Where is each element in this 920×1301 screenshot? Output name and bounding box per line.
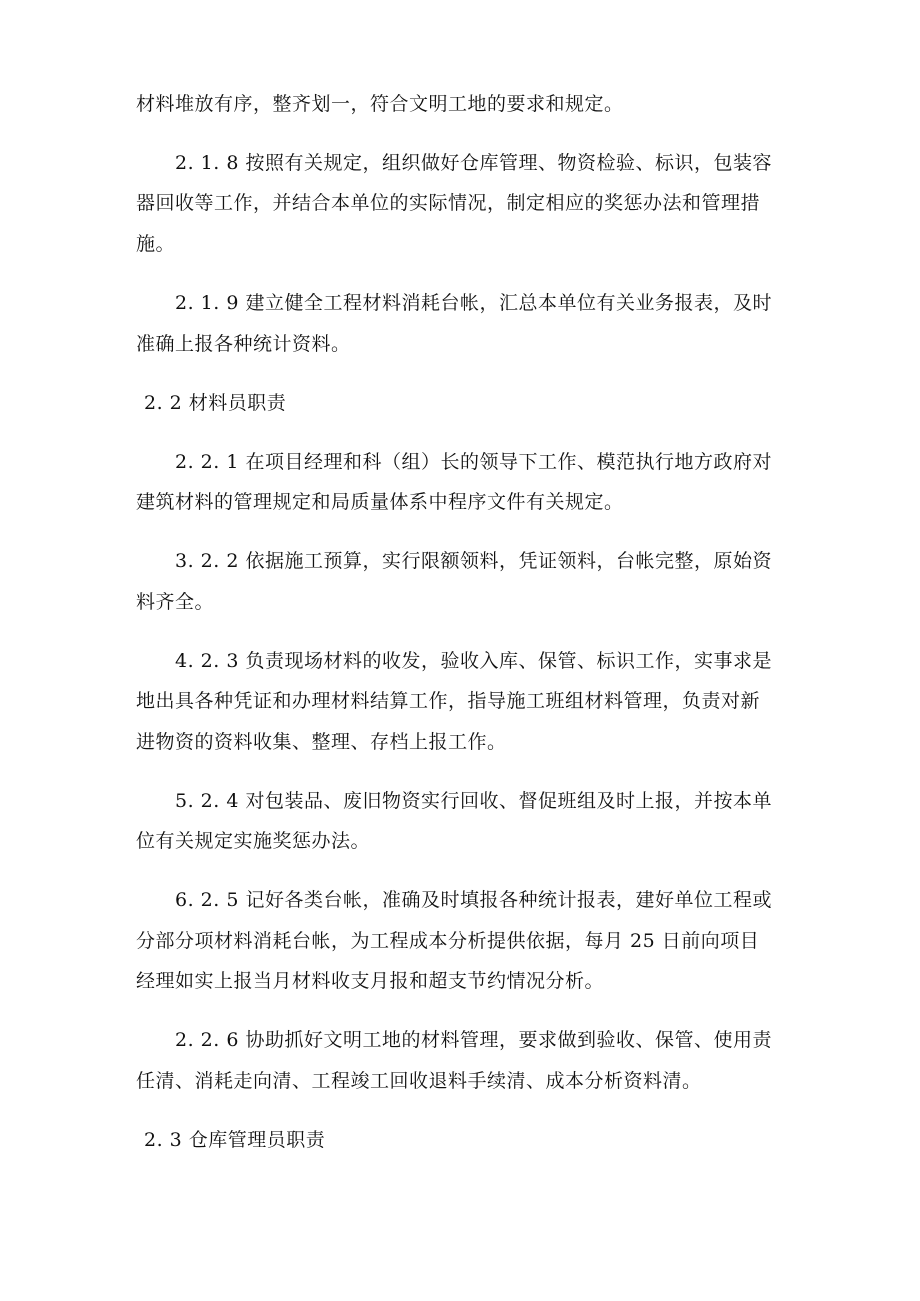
text-line: 材料堆放有序，整齐划一，符合文明工地的要求和规定。 bbox=[136, 93, 624, 115]
text-line: 3. 2. 2 依据施工预算，实行限额领料，凭证领料，台帐完整，原始资 bbox=[175, 550, 772, 572]
text-line: 准确上报各种统计资料。 bbox=[136, 333, 351, 355]
text-line: 器回收等工作，并结合本单位的实际情况，制定相应的奖惩办法和管理措 bbox=[136, 192, 761, 214]
section-heading: 2. 2 材料员职责 bbox=[144, 392, 287, 414]
text-line: 4. 2. 3 负责现场材料的收发，验收入库、保管、标识工作，实事求是 bbox=[175, 650, 772, 672]
text-line: 经理如实上报当月材料收支月报和超支节约情况分析。 bbox=[136, 970, 605, 992]
text-line: 2. 2. 1 在项目经理和科（组）长的领导下工作、模范执行地方政府对 bbox=[175, 451, 772, 473]
section-heading: 2. 3 仓库管理员职责 bbox=[144, 1129, 326, 1151]
text-line: 地出具各种凭证和办理材料结算工作，指导施工班组材料管理，负责对新 bbox=[136, 690, 761, 712]
text-line: 施。 bbox=[136, 233, 176, 255]
text-line: 料齐全。 bbox=[136, 591, 215, 613]
text-line: 2. 1. 9 建立健全工程材料消耗台帐，汇总本单位有关业务报表，及时 bbox=[175, 292, 772, 314]
text-line: 2. 1. 8 按照有关规定，组织做好仓库管理、物资检验、标识，包装容 bbox=[175, 152, 772, 174]
text-line: 建筑材料的管理规定和局质量体系中程序文件有关规定。 bbox=[136, 491, 624, 513]
text-line: 进物资的资料收集、整理、存档上报工作。 bbox=[136, 731, 507, 753]
text-line: 2. 2. 6 协助抓好文明工地的材料管理，要求做到验收、保管、使用责 bbox=[175, 1029, 772, 1051]
text-line: 6. 2. 5 记好各类台帐，准确及时填报各种统计报表，建好单位工程或 bbox=[175, 889, 772, 911]
text-line: 5. 2. 4 对包装品、废旧物资实行回收、督促班组及时上报，并按本单 bbox=[175, 790, 772, 812]
text-line: 分部分项材料消耗台帐，为工程成本分析提供依据，每月 25 日前向项目 bbox=[136, 930, 760, 952]
text-line: 任清、消耗走向清、工程竣工回收退料手续清、成本分析资料清。 bbox=[136, 1070, 702, 1092]
text-line: 位有关规定实施奖惩办法。 bbox=[136, 830, 371, 852]
